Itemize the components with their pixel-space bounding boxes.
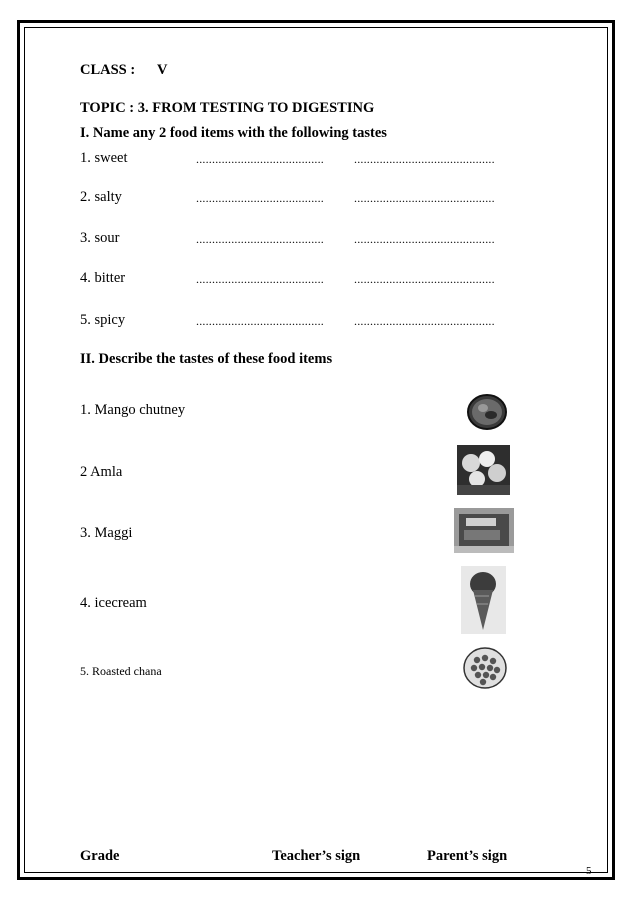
parent-sign-label: Parent’s sign xyxy=(427,848,508,864)
answer-blank[interactable]: ........................................ xyxy=(196,191,324,205)
food-label-roasted-chana: 5. Roasted chana xyxy=(80,664,162,678)
taste-label-sweet: 1. sweet xyxy=(80,150,128,166)
section1-heading: I. Name any 2 food items with the following tastes xyxy=(80,125,387,141)
class-value: V xyxy=(157,62,168,78)
answer-blank[interactable]: ............................................ xyxy=(354,272,495,286)
answer-blank[interactable]: ........................................ xyxy=(196,232,324,246)
mango-chutney-bowl-image xyxy=(465,392,509,432)
answer-blank[interactable]: ............................................ xyxy=(354,152,495,166)
taste-label-salty: 2. salty xyxy=(80,189,122,205)
taste-label-bitter: 4. bitter xyxy=(80,270,126,286)
answer-blank[interactable]: ............................................ xyxy=(354,232,495,246)
taste-label-spicy: 5. spicy xyxy=(80,312,126,328)
answer-blank[interactable]: ........................................ xyxy=(196,272,324,286)
section2-heading: II. Describe the tastes of these food items xyxy=(80,351,333,367)
topic-title: TOPIC : 3. FROM TESTING TO DIGESTING xyxy=(80,100,375,116)
answer-blank[interactable]: ............................................ xyxy=(354,191,495,205)
answer-blank[interactable]: ............................................ xyxy=(354,314,495,328)
taste-label-sour: 3. sour xyxy=(80,230,120,246)
food-label-amla: 2 Amla xyxy=(80,464,123,480)
maggi-packet-image xyxy=(454,508,514,553)
teacher-sign-label: Teacher’s sign xyxy=(272,848,361,864)
page-number: 5 xyxy=(586,865,592,877)
answer-blank[interactable]: ........................................ xyxy=(196,314,324,328)
food-label-icecream: 4. icecream xyxy=(80,595,147,611)
food-label-maggi: 3. Maggi xyxy=(80,525,133,541)
amla-fruits-image xyxy=(457,445,510,495)
grade-label: Grade xyxy=(80,848,120,864)
class-label: CLASS : xyxy=(80,62,136,78)
roasted-chana-bowl-image xyxy=(461,645,509,691)
answer-blank[interactable]: ........................................ xyxy=(196,152,324,166)
icecream-cone-image xyxy=(461,566,506,634)
food-label-mango-chutney: 1. Mango chutney xyxy=(80,402,186,418)
